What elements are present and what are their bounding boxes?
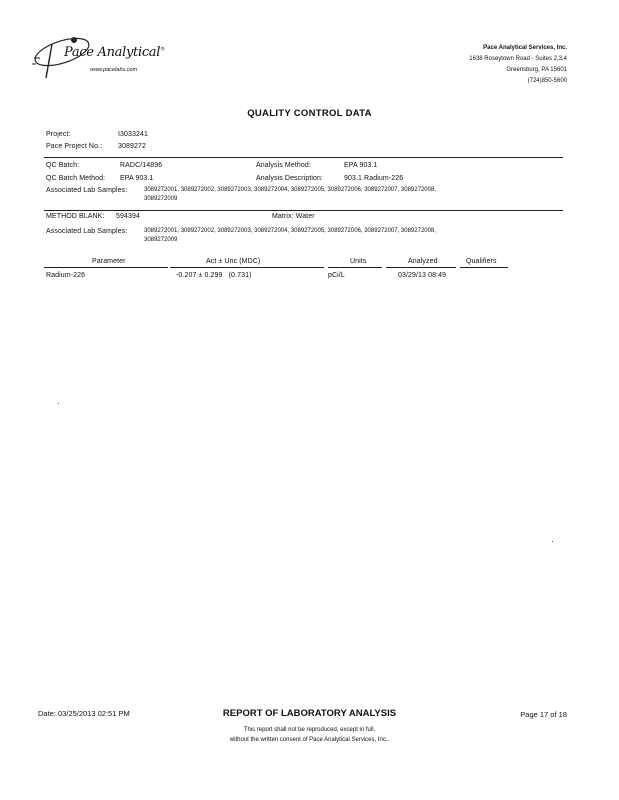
method-blank-label: METHOD BLANK: [46, 213, 105, 220]
column-header-qualifiers: Qualifiers [466, 258, 497, 265]
associated-lab-samples-line1: 3089272001, 3089272002, 3089272003, 3089272004, 3089272005, 3089272006, 3089272007, 3089272008, [144, 187, 436, 193]
associated-lab-samples-label: Associated Lab Samples: [46, 187, 128, 194]
company-name: Pace Analytical Services, Inc. [483, 45, 567, 51]
qc-batch-method-label: QC Batch Method: [46, 175, 106, 182]
project-label: Project: [46, 131, 71, 138]
footer-note: without the written consent of Pace Analytical Services, Inc.. [229, 737, 390, 743]
divider-rule [44, 210, 563, 211]
column-header-analyzed: Analyzed [408, 258, 438, 265]
cell-act-unc-mdc: -0.207 ± 0.299 (0.731) [176, 272, 252, 279]
cell-analyzed: 03/29/13 08:49 [398, 272, 447, 279]
method-blank-associated-line1: 3089272001, 3089272002, 3089272003, 3089272004, 3089272005, 3089272006, 3089272007, 3089272008, [144, 228, 436, 234]
analysis-method-value: EPA 903.1 [344, 162, 378, 169]
page-title: QUALITY CONTROL DATA [247, 108, 372, 119]
footer-note: This report shall not be reproduced, except in full, [243, 727, 376, 733]
pace-project-label: Pace Project No.: [46, 143, 103, 150]
analysis-method-label: Analysis Method: [256, 162, 311, 169]
cell-units: pCi/L [328, 272, 345, 279]
analysis-description-value: 903.1 Radium-226 [344, 175, 404, 182]
qc-batch-label: QC Batch: [46, 162, 80, 169]
footer-title: REPORT OF LABORATORY ANALYSIS [222, 708, 397, 719]
qc-batch-value: RADC/14896 [120, 162, 163, 169]
analysis-description-label: Analysis Description: [256, 175, 324, 182]
method-blank-associated-line2: 3089272009 [144, 237, 178, 243]
divider-rule [44, 157, 563, 158]
scan-speck [58, 403, 59, 404]
column-header-units: Units [350, 258, 367, 265]
matrix-label: Matrix: Water [272, 213, 315, 220]
logo-url: www.pacelabs.com [90, 67, 138, 73]
column-underline [170, 267, 324, 268]
column-header-act-unc-mdc: Act ± Unc (MDC) [206, 258, 261, 265]
company-phone: (724)850-5600 [527, 78, 567, 84]
column-underline [44, 267, 168, 268]
column-underline [460, 267, 508, 268]
method-blank-id: 594394 [116, 213, 140, 220]
footer-date: Date: 03/25/2013 02:51 PM [38, 709, 130, 718]
pace-project-value: 3089272 [118, 143, 146, 150]
column-underline [328, 267, 382, 268]
company-address-city: Greensburg, PA 15601 [506, 67, 567, 73]
method-blank-associated-label: Associated Lab Samples: [46, 228, 128, 235]
footer-page-number: Page 17 of 18 [520, 710, 567, 719]
project-value: I3033241 [118, 131, 148, 138]
qc-batch-method-value: EPA 903.1 [120, 175, 154, 182]
column-underline [386, 267, 456, 268]
cell-parameter: Radium-226 [46, 272, 86, 279]
company-address-street: 1638 Roseytown Road - Suites 2,3,4 [469, 56, 567, 62]
logo-text: Pace Analytical® [64, 45, 165, 60]
associated-lab-samples-line2: 3089272009 [144, 196, 178, 202]
column-header-parameter: Parameter [92, 258, 126, 265]
scan-speck [552, 541, 553, 542]
